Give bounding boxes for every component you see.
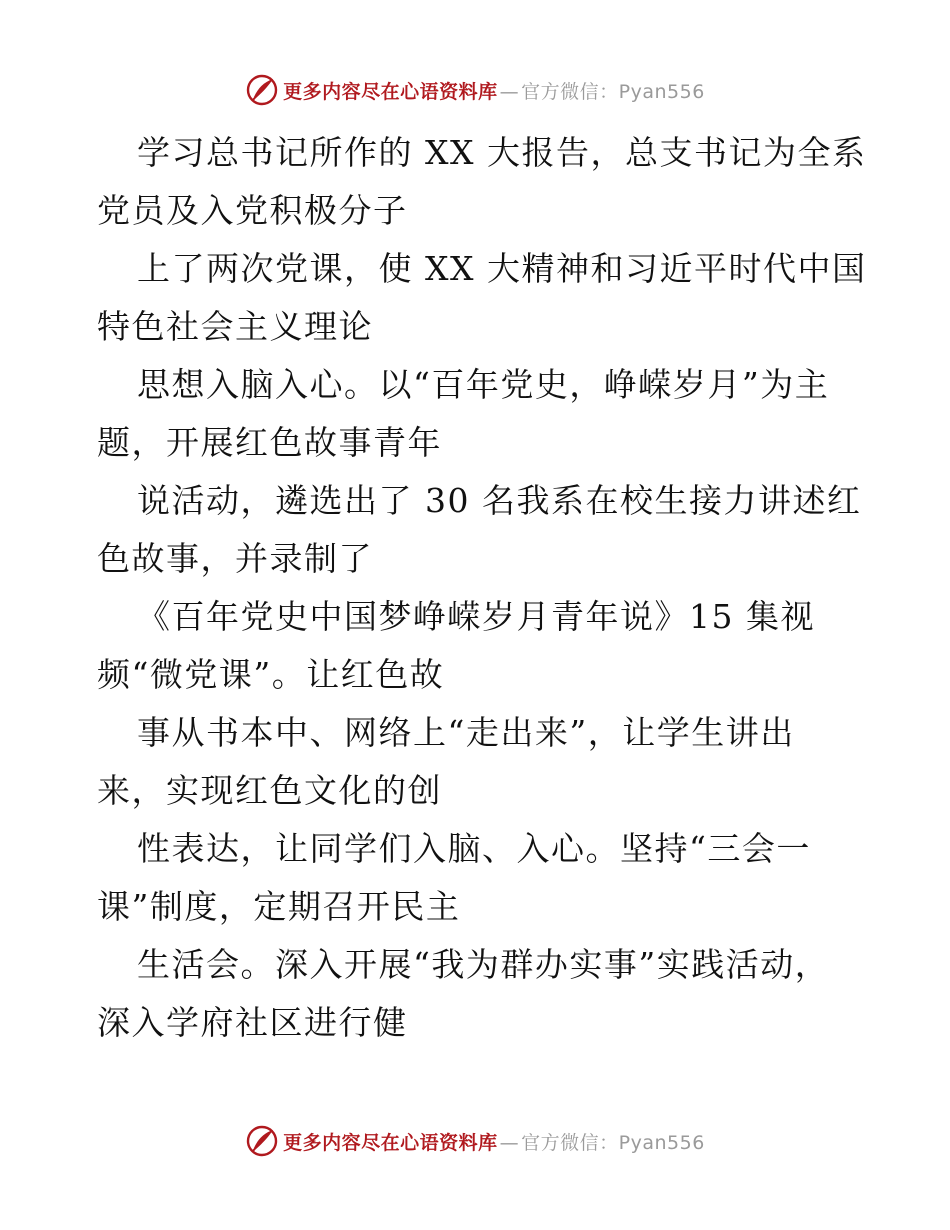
separator-dash: — (499, 80, 520, 103)
separator-dash: — (499, 1131, 520, 1154)
brand-text: 更多内容尽在心语资料库 (283, 80, 498, 103)
paragraph-line: 《百年党史中国梦峥嵘岁月青年说》15 集视 (137, 597, 815, 636)
footer-watermark (0, 1121, 950, 1161)
paragraph-line: 特色社会主义理论 (97, 307, 373, 346)
watermark-text (283, 1128, 705, 1155)
contact-text: 官方微信：Pyan556 (521, 1131, 705, 1154)
paragraph-line: 频“微党课”。让红色故 (97, 655, 445, 694)
paragraph-line: 课”制度，定期召开民主 (97, 887, 461, 926)
watermark-text (283, 77, 705, 104)
paragraph-line: 说活动，遴选出了 30 名我系在校生接力讲述红 (137, 481, 862, 520)
contact-text: 官方微信：Pyan556 (521, 80, 705, 103)
quill-logo-icon (245, 73, 279, 107)
paragraph-line: 生活会。深入开展“我为群办实事”实践活动， (137, 945, 830, 984)
paragraph-line: 思想入脑入心。以“百年党史，峥嵘岁月”为主 (137, 365, 830, 404)
paragraph-line: 色故事，并录制了 (97, 539, 373, 578)
paragraph-line: 来，实现红色文化的创 (97, 771, 442, 810)
paragraph-line: 题，开展红色故事青年 (97, 423, 442, 462)
paragraph-line: 性表达，让同学们入脑、入心。坚持“三会一 (137, 829, 811, 868)
paragraph-line: 上了两次党课，使 XX 大精神和习近平时代中国 (137, 249, 867, 288)
header-watermark (0, 70, 950, 110)
paragraph-line: 事从书本中、网络上“走出来”，让学生讲出 (137, 713, 795, 752)
paragraph-line: 深入学府社区进行健 (97, 1003, 408, 1042)
paragraph-line: 党员及入党积极分子 (97, 191, 408, 230)
document-body (97, 124, 867, 1052)
quill-logo-icon (245, 1124, 279, 1158)
paragraph-line: 学习总书记所作的 XX 大报告，总支书记为全系 (137, 133, 867, 172)
brand-text: 更多内容尽在心语资料库 (283, 1131, 498, 1154)
